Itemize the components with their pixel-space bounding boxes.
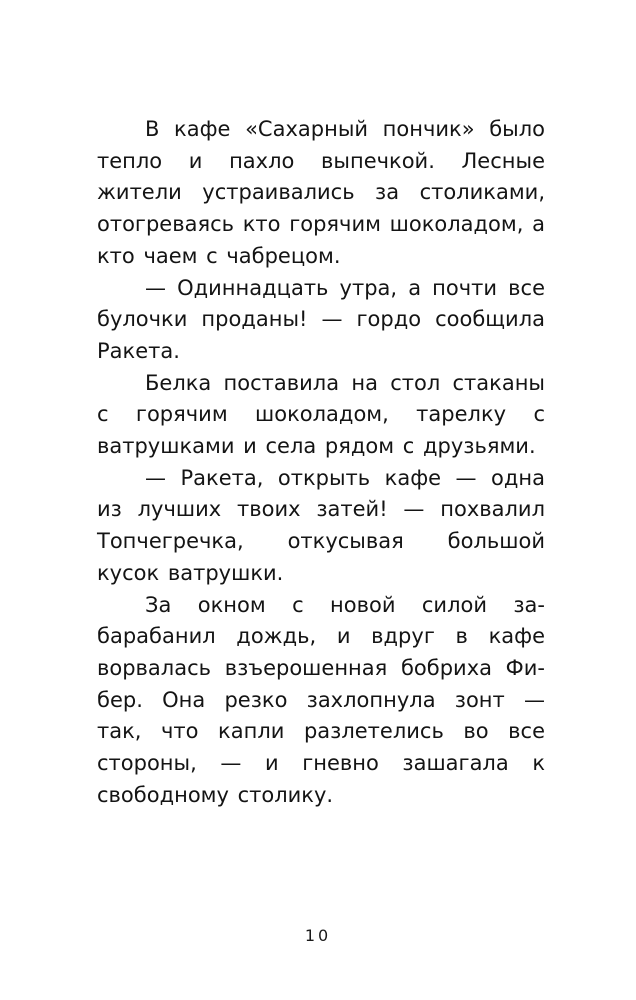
paragraph: Белка поставила на стол стаканы с горячим шоколадом, тарелку с ватрушками и села рядом с друзьями. <box>97 370 545 459</box>
paragraph: В кафе «Сахарный пончик» было тепло и пахло выпечкой. Лесные жители устраивались за столиками, отогреваясь кто горячим шоколадом, а кто чаем с чабрецом. <box>97 117 545 268</box>
paragraph: — Одиннадцать утра, а почти все булочки проданы! — гордо сообщила Ракета. <box>97 275 545 363</box>
paragraph: За окном с новой силой забарабанил дождь, и вдруг в кафе ворвалась взъерошенная бобриха Фибер. Она резко захлопнула зонт — так, что капли разлетелись во все стороны, — и гневно зашагала к свободному столику. <box>97 592 545 807</box>
body-text <box>97 114 545 811</box>
page-number: 10 <box>304 926 332 945</box>
paragraph: — Ракета, открыть кафе — одна из лучших твоих затей! — похвалил Топчегречка, откусывая большой кусок ватрушки. <box>97 465 545 585</box>
